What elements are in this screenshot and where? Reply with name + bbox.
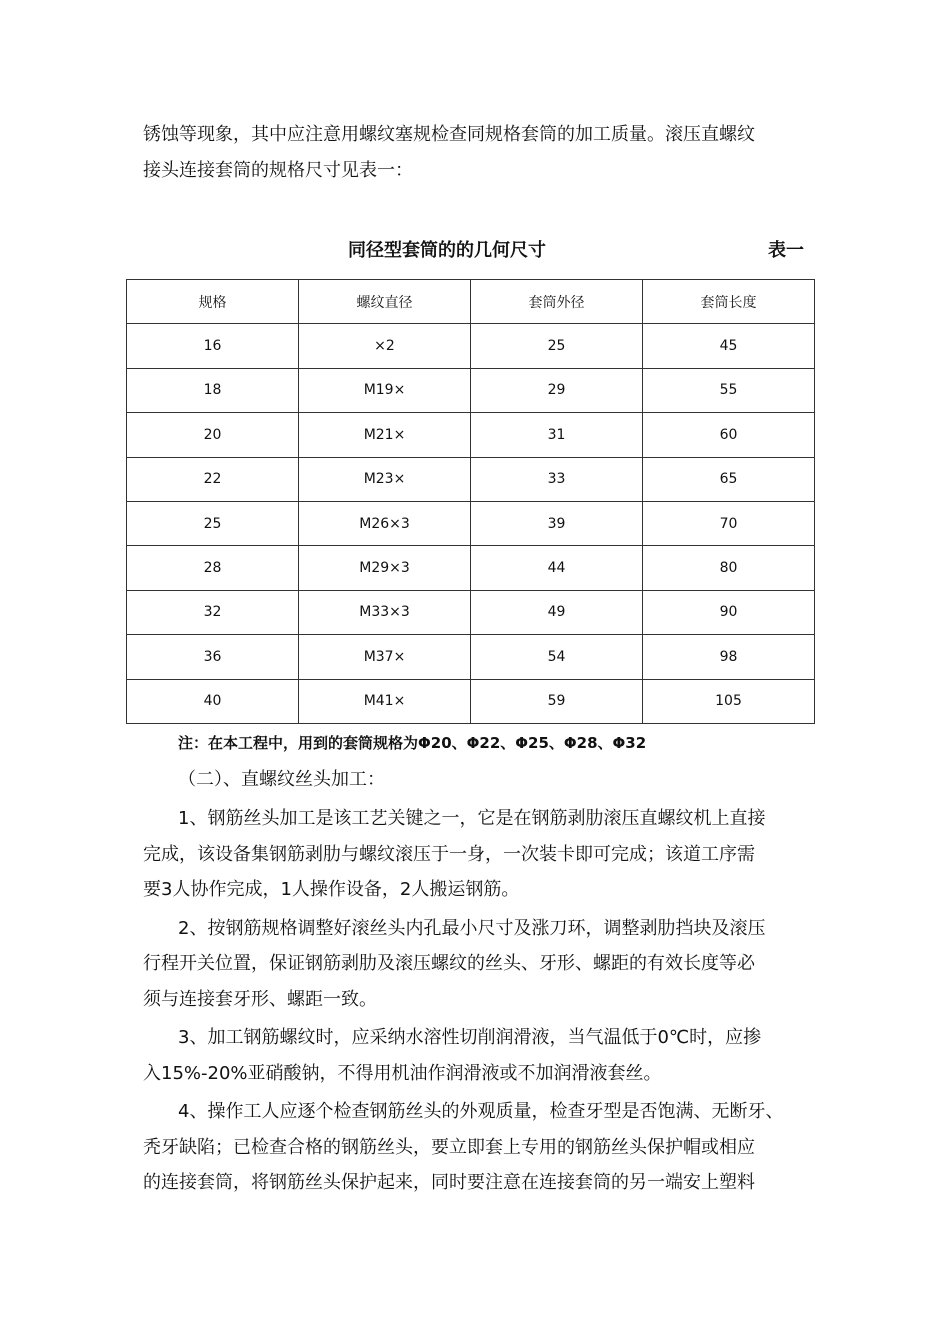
table-cell: 22 xyxy=(127,457,299,501)
table-cell: 59 xyxy=(471,679,643,723)
table-cell: 105 xyxy=(643,679,815,723)
table-cell: 18 xyxy=(127,368,299,412)
table-cell: 25 xyxy=(127,501,299,545)
table-row xyxy=(127,324,815,368)
table-header-row xyxy=(127,280,815,324)
table-cell: 31 xyxy=(471,413,643,457)
paragraph-line: 4、操作工人应逐个检查钢筋丝头的外观质量，检查牙型是否饱满、无断牙、 xyxy=(178,1101,784,1122)
table-cell: M41× xyxy=(299,679,471,723)
table-row xyxy=(127,413,815,457)
column-header: 套筒外径 xyxy=(471,280,643,324)
table-cell: 55 xyxy=(643,368,815,412)
paragraph xyxy=(143,1020,815,1091)
paragraph xyxy=(143,1094,815,1201)
paragraph-line: 秃牙缺陷；已检查合格的钢筋丝头，要立即套上专用的钢筋丝头保护帽或相应 xyxy=(143,1136,755,1158)
table-cell: M37× xyxy=(299,635,471,679)
table-cell: M21× xyxy=(299,413,471,457)
table-cell: 36 xyxy=(127,635,299,679)
paragraph xyxy=(143,911,815,1018)
table-cell: 90 xyxy=(643,590,815,634)
table-cell: 16 xyxy=(127,324,299,368)
table-cell: 54 xyxy=(471,635,643,679)
table-cell: M19× xyxy=(299,368,471,412)
table-cell: 44 xyxy=(471,546,643,590)
table-cell: 40 xyxy=(127,679,299,723)
section-heading: （二）、直螺纹丝头加工： xyxy=(178,769,385,790)
table-cell: 49 xyxy=(471,590,643,634)
table-row xyxy=(127,368,815,412)
table-row xyxy=(127,546,815,590)
paragraph-line: 须与连接套牙形、螺距一致。 xyxy=(143,988,377,1010)
paragraph-line: 完成，该设备集钢筋剥肋与螺纹滚压于一身，一次装卡即可完成；该道工序需 xyxy=(143,843,755,865)
table-row xyxy=(127,635,815,679)
table-cell: 60 xyxy=(643,413,815,457)
intro-line: 接头连接套筒的规格尺寸见表一： xyxy=(143,160,413,181)
table-row xyxy=(127,679,815,723)
paragraph xyxy=(143,801,815,908)
table-cell: M29×3 xyxy=(299,546,471,590)
table-row xyxy=(127,457,815,501)
column-header: 螺纹直径 xyxy=(299,280,471,324)
column-header: 套筒长度 xyxy=(643,280,815,324)
table-cell: 39 xyxy=(471,501,643,545)
table-cell: 20 xyxy=(127,413,299,457)
intro-line: 锈蚀等现象，其中应注意用螺纹塞规检查同规格套筒的加工质量。滚压直螺纹 xyxy=(143,124,755,145)
table-cell: ×2 xyxy=(299,324,471,368)
table-number: 表一 xyxy=(768,240,804,261)
table-row xyxy=(127,501,815,545)
paragraph-line: 行程开关位置，保证钢筋剥肋及滚压螺纹的丝头、牙形、螺距的有效长度等必 xyxy=(143,953,755,974)
table-cell: 80 xyxy=(643,546,815,590)
column-header: 规格 xyxy=(127,280,299,324)
table-cell: 33 xyxy=(471,457,643,501)
table-cell: 32 xyxy=(127,590,299,634)
table-cell: 25 xyxy=(471,324,643,368)
table-cell: M26×3 xyxy=(299,501,471,545)
paragraph-line: 要3人协作完成，1人操作设备，2人搬运钢筋。 xyxy=(143,879,520,900)
intro-paragraph xyxy=(143,117,815,189)
table-row xyxy=(127,590,815,634)
paragraph-line: 2、按钢筋规格调整好滚丝头内孔最小尺寸及涨刀环，调整剥肋挡块及滚压 xyxy=(178,917,766,939)
paragraph-line: 3、加工钢筋螺纹时，应采纳水溶性切削润滑液，当气温低于0℃时，应掺 xyxy=(178,1027,762,1048)
table-cell: 65 xyxy=(643,457,815,501)
paragraph-line: 1、钢筋丝头加工是该工艺关键之一，它是在钢筋剥肋滚压直螺纹机上直接 xyxy=(178,808,766,829)
body-paragraphs xyxy=(143,801,815,1204)
table-cell: M33×3 xyxy=(299,590,471,634)
table-cell: 70 xyxy=(643,501,815,545)
table-note: 注：在本工程中，用到的套筒规格为Φ20、Φ22、Φ25、Φ28、Φ32 xyxy=(178,734,647,752)
table-title: 同径型套筒的的几何尺寸 xyxy=(348,240,546,261)
table-cell: 98 xyxy=(643,635,815,679)
table-cell: 28 xyxy=(127,546,299,590)
paragraph-line: 的连接套筒，将钢筋丝头保护起来，同时要注意在连接套筒的另一端安上塑料 xyxy=(143,1172,755,1193)
table-cell: M23× xyxy=(299,457,471,501)
paragraph-line: 入15%-20%亚硝酸钠，不得用机油作润滑液或不加润滑液套丝。 xyxy=(143,1062,662,1084)
sleeve-dimensions-table xyxy=(126,279,815,724)
table-caption xyxy=(0,236,950,270)
table-cell: 45 xyxy=(643,324,815,368)
table-cell: 29 xyxy=(471,368,643,412)
